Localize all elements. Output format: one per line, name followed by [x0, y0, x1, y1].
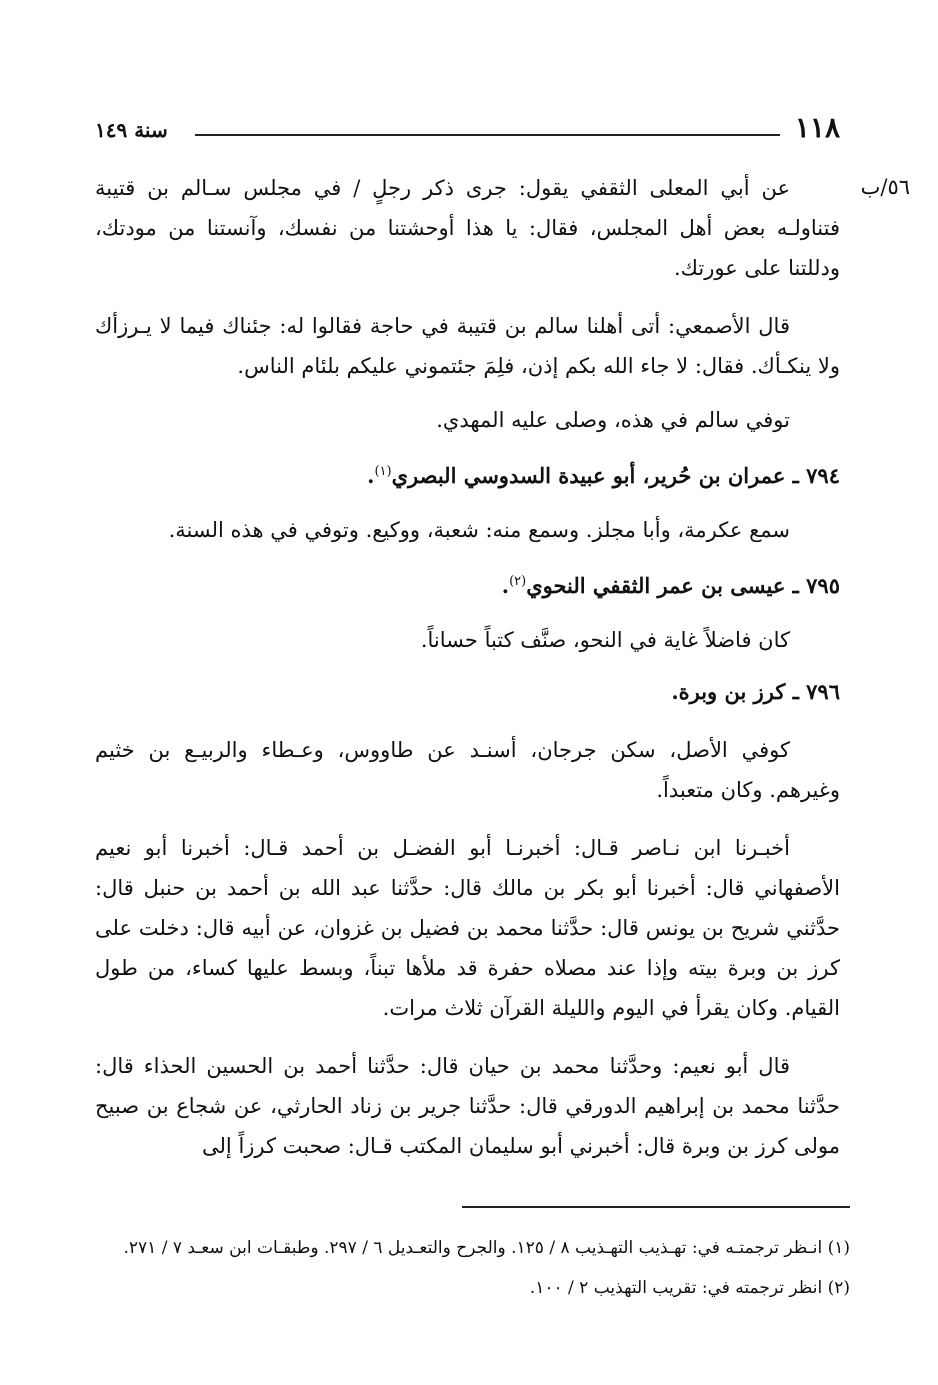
entry-heading: [95, 562, 840, 606]
footnote-ref: (٢): [509, 574, 527, 589]
paragraph: سمع عكرمة، وأبا مجلز. وسمع منه: شعبة، ووكيع. وتوفي في هذه السنة.: [168, 518, 790, 542]
footnotes: [100, 1232, 850, 1312]
paragraph: قال الأصمعي: أتى أهلنا سالم بن قتيبة في حاجة فقالوا له: جئناك فيما لا يـرزأك ولا ينكـأك. فقال: لا جاء الله بكم إذن، فلِمَ جئتموني عليكم بلئام الناس.: [95, 314, 840, 378]
footnote-rule: [462, 1206, 850, 1208]
entry-title: ٧٩٦ ـ كرز بن وبرة.: [671, 679, 840, 704]
paragraph: كوفي الأصل، سكن جرجان، أسنـد عن طاووس، وعـطاء والربيـع بن خثيم وغيرهم. وكان متعبداً.: [95, 738, 840, 802]
main-text: [95, 168, 840, 1166]
paragraph: قال أبو نعيم: وحدَّثنا محمد بن حيان قال: حدَّثنا أحمد بن الحسين الحذاء قال: حدَّثنا محمد بن إبراهيم الدورقي قال: حدَّثنا جرير بن زناد الحارثي، عن شجاع بن صبيح مولى كرز بن وبرة قال: أخبرني أبو سليمان المكتب قـال: صحبت كرزاً إلى: [95, 1054, 840, 1158]
footnote: (١) انـظر ترجمتـه في: تهـذيب التهـذيب ٨ / ١٢٥. والجرح والتعـديل ٦ / ٢٩٧. وطبقـات ابن سعـد ٧ / ٢٧١.: [123, 1238, 850, 1258]
year-label: سنة ١٤٩: [95, 118, 168, 142]
page-number: ١١٨: [794, 111, 840, 144]
footnote-ref: (١): [374, 464, 392, 479]
entry-heading: [95, 452, 840, 496]
entry-tail: .: [501, 573, 510, 598]
entry-title: ٧٩٥ ـ عيسى بن عمر الثقفي النحوي: [526, 573, 840, 598]
paragraph: كان فاضلاً غاية في النحو، صنَّف كتباً حساناً.: [420, 628, 790, 652]
entry-title: ٧٩٤ ـ عمران بن حُرير، أبو عبيدة السدوسي البصري: [391, 463, 840, 488]
footnote: (٢) انظر ترجمته في: تقريب التهذيب ٢ / ١٠٠.: [529, 1278, 850, 1298]
running-header: [95, 112, 840, 148]
header-rule: [195, 134, 780, 136]
paragraph: توفي سالم في هذه، وصلى عليه المهدي.: [436, 408, 790, 432]
folio-marker: ٥٦/ب: [860, 175, 910, 199]
entry-heading: [95, 672, 840, 712]
entry-tail: .: [367, 463, 375, 488]
paragraph: أخبـرنا ابن نـاصر قـال: أخبرنـا أبو الفضـل بن أحمد قـال: أخبرنا أبو نعيم الأصفهاني قال: أخبرنا أبو بكر بن مالك قال: حدَّثنا عبد الله بن أحمد بن حنبل قال: حدَّثني شريح بن يونس قال: حدَّثنا محمد بن فضيل بن غزوان، عن أبيه قال: دخلت على كرز بن وبرة بيته وإذا عند مصلاه حفرة قد ملأها تبناً، وبسط عليها كساء، من طول القيام. وكان يقرأ في اليوم والليلة القرآن ثلاث مرات.: [95, 836, 840, 1020]
paragraph: عن أبي المعلى الثقفي يقول: جرى ذكر رجلٍ / في مجلس سـالم بن قتيبة فتناولـه بعض أهل المجلس، فقال: يا هذا أوحشتنا من نفسك، وآنستنا من مودتك، ودللتنا على عورتك.: [95, 176, 840, 280]
